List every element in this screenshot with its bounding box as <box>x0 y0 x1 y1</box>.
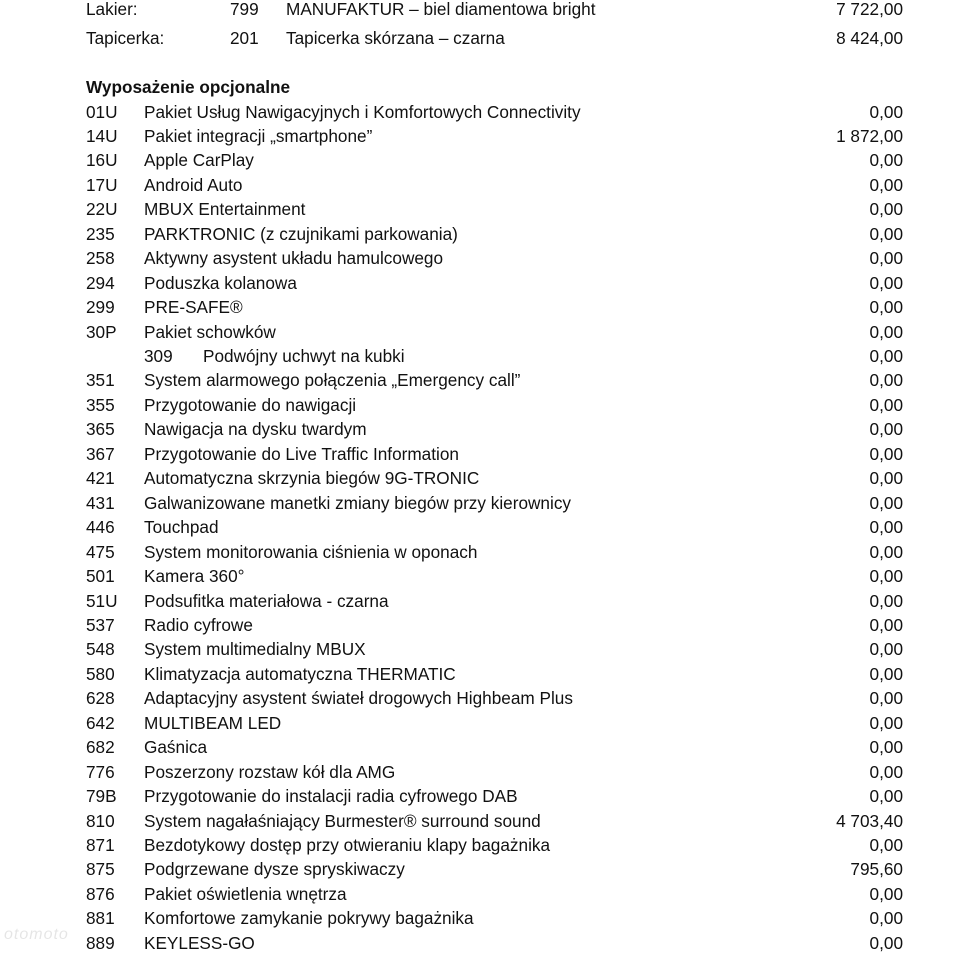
option-price: 0,00 <box>869 101 903 122</box>
upholstery-row <box>0 26 970 50</box>
option-code: 475 <box>86 541 115 562</box>
option-code: 22U <box>86 199 118 220</box>
option-price: 0,00 <box>869 883 903 904</box>
option-description: Bezdotykowy dostęp przy otwieraniu klapy bagażnika <box>144 835 551 855</box>
option-description: PRE-SAFE® <box>144 297 243 318</box>
option-row <box>0 320 970 344</box>
option-row <box>0 882 970 906</box>
option-code: 17U <box>86 174 118 195</box>
option-row <box>0 589 970 613</box>
option-row <box>0 148 970 172</box>
option-code: 431 <box>86 492 115 513</box>
option-description: Radio cyfrowe <box>144 614 253 635</box>
option-price: 0,00 <box>869 639 903 660</box>
option-code: 258 <box>86 248 115 269</box>
option-row <box>0 809 970 833</box>
option-code: 876 <box>86 883 115 904</box>
paint-code: 799 <box>230 0 259 19</box>
option-description: Poduszka kolanowa <box>144 272 297 293</box>
option-code: 14U <box>86 126 118 146</box>
option-code: 537 <box>86 614 115 635</box>
option-description: Kamera 360° <box>144 566 245 586</box>
option-price: 0,00 <box>869 908 903 929</box>
option-price: 0,00 <box>869 150 903 171</box>
option-price: 0,00 <box>869 272 903 293</box>
option-price: 0,00 <box>869 517 903 538</box>
option-code: 875 <box>86 859 115 880</box>
option-row <box>0 197 970 221</box>
paint-row <box>0 0 970 21</box>
option-price: 0,00 <box>869 394 903 415</box>
option-code: 01U <box>86 101 118 122</box>
option-price: 0,00 <box>869 786 903 807</box>
option-description: Przygotowanie do nawigacji <box>144 394 357 415</box>
option-description: Apple CarPlay <box>144 150 254 171</box>
option-code: 810 <box>86 810 115 831</box>
option-row <box>0 368 970 392</box>
paint-description: MANUFAKTUR – biel diamentowa bright <box>286 0 596 19</box>
option-description: Pakiet oświetlenia wnętrza <box>144 883 347 904</box>
option-row <box>0 906 970 930</box>
option-description: Android Auto <box>144 174 243 195</box>
option-row <box>0 564 970 588</box>
option-price: 0,00 <box>869 174 903 195</box>
option-code: 355 <box>86 394 115 415</box>
option-code: 446 <box>86 517 115 538</box>
option-price: 0,00 <box>869 590 903 611</box>
option-price: 0,00 <box>869 737 903 758</box>
option-code: 365 <box>86 419 115 440</box>
option-row <box>0 442 970 466</box>
option-row <box>0 417 970 441</box>
option-code: 299 <box>86 297 115 318</box>
watermark: otomoto <box>4 926 69 943</box>
option-row <box>0 637 970 661</box>
option-code: 79B <box>86 786 117 807</box>
upholstery-label: Tapicerka: <box>86 28 165 48</box>
option-description: MBUX Entertainment <box>144 199 306 220</box>
option-code: 30P <box>86 321 117 342</box>
option-row <box>0 246 970 270</box>
paint-price: 7 722,00 <box>836 0 903 19</box>
option-row <box>0 295 970 319</box>
option-code: 501 <box>86 566 115 586</box>
option-description: Gaśnica <box>144 737 208 758</box>
option-code: 51U <box>86 590 118 611</box>
option-code: 881 <box>86 908 115 929</box>
option-description: Galwanizowane manetki zmiany biegów przy kierownicy <box>144 492 572 513</box>
option-row <box>0 222 970 246</box>
option-description: Klimatyzacja automatyczna THERMATIC <box>144 663 456 684</box>
option-price: 0,00 <box>869 541 903 562</box>
option-code: 628 <box>86 688 115 709</box>
option-row <box>0 393 970 417</box>
option-description: Podgrzewane dysze spryskiwaczy <box>144 859 405 880</box>
option-row <box>0 466 970 490</box>
option-code: 367 <box>86 443 115 464</box>
option-description: Przygotowanie do instalacji radia cyfrowego DAB <box>144 786 518 807</box>
upholstery-price: 8 424,00 <box>836 28 903 48</box>
option-price: 0,00 <box>869 443 903 464</box>
option-price: 0,00 <box>869 321 903 342</box>
option-price: 0,00 <box>869 492 903 513</box>
option-row <box>0 662 970 686</box>
option-code: 294 <box>86 272 115 293</box>
option-description: Podsufitka materiałowa - czarna <box>144 590 389 611</box>
option-price: 0,00 <box>869 297 903 318</box>
option-row <box>0 124 970 148</box>
option-code: 235 <box>86 223 115 244</box>
option-code: 776 <box>86 761 115 782</box>
option-price: 795,60 <box>850 859 903 880</box>
option-code: 871 <box>86 835 115 855</box>
options-heading: Wyposażenie opcjonalne <box>86 77 291 97</box>
option-price: 0,00 <box>869 370 903 391</box>
option-description: Pakiet schowków <box>144 321 276 342</box>
option-row <box>0 515 970 539</box>
option-price: 1 872,00 <box>836 126 903 146</box>
option-row <box>0 613 970 637</box>
option-code: 580 <box>86 663 115 684</box>
option-description: KEYLESS-GO <box>144 932 255 953</box>
option-code: 889 <box>86 932 115 953</box>
option-description: Automatyczna skrzynia biegów 9G-TRONIC <box>144 468 480 489</box>
option-code: 682 <box>86 737 115 758</box>
option-description: System monitorowania ciśnienia w oponach <box>144 541 478 562</box>
option-row <box>0 784 970 808</box>
option-description: Pakiet integracji „smartphone” <box>144 126 373 146</box>
option-code: 16U <box>86 150 118 171</box>
option-description: PARKTRONIC (z czujnikami parkowania) <box>144 223 458 244</box>
option-description: Przygotowanie do Live Traffic Information <box>144 443 459 464</box>
option-description: MULTIBEAM LED <box>144 712 282 733</box>
paint-label: Lakier: <box>86 0 138 19</box>
option-price: 0,00 <box>869 346 903 366</box>
option-price: 0,00 <box>869 223 903 244</box>
upholstery-code: 201 <box>230 28 259 48</box>
option-code: 548 <box>86 639 115 660</box>
option-row <box>0 760 970 784</box>
option-row <box>0 491 970 515</box>
option-row <box>0 540 970 564</box>
option-row <box>0 931 970 955</box>
option-price: 0,00 <box>869 199 903 220</box>
option-description: Adaptacyjny asystent świateł drogowych Highbeam Plus <box>144 688 573 709</box>
option-price: 0,00 <box>869 614 903 635</box>
option-row <box>0 173 970 197</box>
option-price: 0,00 <box>869 468 903 489</box>
option-price: 0,00 <box>869 248 903 269</box>
option-price: 0,00 <box>869 932 903 953</box>
option-description: Touchpad <box>144 517 219 538</box>
upholstery-description: Tapicerka skórzana – czarna <box>286 28 505 48</box>
option-row <box>0 735 970 759</box>
option-row <box>0 100 970 124</box>
option-code: 351 <box>86 370 115 391</box>
option-code: 309 <box>144 346 173 366</box>
option-code: 642 <box>86 712 115 733</box>
option-description: Poszerzony rozstaw kół dla AMG <box>144 761 396 782</box>
option-row <box>0 686 970 710</box>
option-description: System nagałaśniający Burmester® surround sound <box>144 810 541 831</box>
option-price: 0,00 <box>869 835 903 855</box>
option-price: 0,00 <box>869 663 903 684</box>
option-row <box>0 833 970 857</box>
option-price: 4 703,40 <box>836 810 903 831</box>
option-price: 0,00 <box>869 688 903 709</box>
option-code: 421 <box>86 468 115 489</box>
option-price: 0,00 <box>869 761 903 782</box>
option-description: Pakiet Usług Nawigacyjnych i Komfortowych Connectivity <box>144 101 581 122</box>
option-row <box>0 857 970 881</box>
option-description: System multimedialny MBUX <box>144 639 366 660</box>
option-row <box>0 271 970 295</box>
option-description: Aktywny asystent układu hamulcowego <box>144 248 444 269</box>
option-price: 0,00 <box>869 419 903 440</box>
option-description: Komfortowe zamykanie pokrywy bagażnika <box>144 908 474 929</box>
option-row <box>0 711 970 735</box>
option-price: 0,00 <box>869 566 903 586</box>
option-description: System alarmowego połączenia „Emergency call” <box>144 370 521 391</box>
option-price: 0,00 <box>869 712 903 733</box>
option-row <box>0 344 970 368</box>
option-description: Nawigacja na dysku twardym <box>144 419 367 440</box>
option-description: Podwójny uchwyt na kubki <box>203 346 405 366</box>
